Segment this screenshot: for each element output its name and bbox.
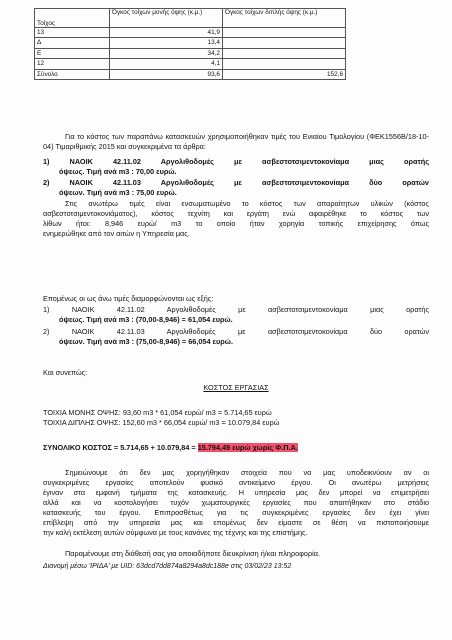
table-cell: 12 [35,59,110,69]
table-cell [223,38,346,48]
item-2-lead: 2) ΝΑΟΙΚ 42.11.03 Αργολιθοδομές με ασβεστοτσιμεντοκονίαμα δύο ορατών [43,178,429,187]
para2-line: ενημερώθηκε από τον αιτών η Υπηρεσία μας. [43,229,190,238]
header-double-face: Όγκος τοίχων διπλής όψης (κ.μ.) [223,9,346,28]
adjusted-item-2-lead: 2) ΝΑΟΙΚ 42.11.03 Αργολιθοδομές με ασβεστοτσιμεντοκονίαμα δύο ορατών [43,327,429,336]
header-wall: Τοίχος [35,9,110,28]
table-cell: 13,4 [110,38,223,48]
para4-line: έγιναν στα εμφανή τμήματα της κατασκευής. Η υπηρεσία μας δεν μπορεί να επιμετρήσει [43,488,429,497]
header-single-face: Όγκος τοίχων μονής όψης (κ.μ.) [110,9,223,28]
total-cost-prefix: ΣΥΝΟΛΙΚΟ ΚΟΣΤΟΣ = 5.714,65 + 10.079,84 = [43,443,198,452]
table-cell [223,48,346,58]
item-1-cont: όψεως. Τιμή ανά m3 : 70,00 ευρώ. [59,167,177,176]
table-cell: 4,1 [110,59,223,69]
adjusted-item-1-cont: όψεως. Τιμή ανά m3 : (70,00-8,946) = 61,054 ευρώ. [59,315,233,324]
adjusted-item-2-cont: όψεων. Τιμή ανά m3 : (75,00-8,946) = 66,054 ευρώ. [59,337,233,346]
therefore-label: Και συνεπώς: [43,368,88,377]
para4-line: συγκεκριμένες εργασίες αποτελούν φυσικό αντικείμενο έργου. Οι ανωτέρω μετρήσεις [43,478,429,487]
total-cost-line [43,443,298,453]
table-cell: 13 [35,28,110,38]
para4-line: Σημειώνουμε ότι δεν μας χορηγήθηκαν στοιχεία που να μας υποδεικνύουν αν οι [65,468,429,477]
table-row [35,28,346,38]
adjusted-item-1-lead: 1) ΝΑΟΙΚ 42.11.02 Αργολιθοδομές με ασβεστοτσιμεντοκονίαμα μιας ορατής [43,305,429,314]
table-cell: 152,6 [223,69,346,79]
para4-line: αλλά και να κοστολογήσει τυχόν χωματουργικές εργασίες που απαιτήθηκαν στο στάδιο [43,498,429,507]
labor-cost-heading: ΚΟΣΤΟΣ ΕΡΓΑΣΙΑΣ [203,383,269,392]
table-cell: Ε [35,48,110,58]
table-header-row [35,9,346,28]
para2-line: λίθων ήτοι: 8,946 ευρώ/ m3 το οποίο ήταν χορηγία τοπικής επιχείρησης όπως [43,219,429,228]
table-cell: Σύνολο [35,69,110,79]
para4-line: κατασκευής του έργου. Επιπροσθέτως για τις συγκεκριμένες εργασίες δεν έχει γίνει [43,508,429,517]
table-cell: 41,9 [110,28,223,38]
para2-line: Στις ανωτέρω τιμές είναι ενσωματωμένο το κόστος των απαραίτητων υλικών (κόστος [65,199,429,208]
item-2-cont: όψεων. Τιμή ανά m3 : 75,00 ευρώ. [59,188,177,197]
para4-line: την καλή εκτέλεση αυτών σύμφωνα με τους κανόνες της τέχνης και της επιστήμης. [43,528,308,537]
table-cell: 34,2 [110,48,223,58]
table-cell: Δ [35,38,110,48]
table-cell [223,59,346,69]
table-row [35,38,346,48]
wall-volume-table [34,8,346,80]
table-cell [223,28,346,38]
single-face-cost-line: ΤΟΙΧΙΑ ΜΟΝΗΣ ΟΨΗΣ: 93,60 m3 * 61,054 ευρώ/ m3 = 5.714,65 ευρώ [43,408,272,417]
table-total-row [35,69,346,79]
para2-line: ασβεστοτσιμεντοκονιάματος), κόστος τεχνίτη και εργάτη ενώ αφαιρέθηκε το κόστος των [43,209,429,218]
item-1-lead: 1) ΝΑΟΙΚ 42.11.02 Αργολιθοδομές με ασβεστοτσιμεντοκονίαμα μιας ορατής [43,157,429,166]
total-cost-highlight: 15.794,49 ευρώ χωρίς Φ.Π.Α. [197,443,298,452]
closing-paragraph: Παραμένουμε στη διάθεσή σας για οποιαδήποτε διευκρίνιση ή/και πληροφορία. [65,549,320,558]
adjusted-prices-intro: Επομένως οι ως άνω τιμές διαμορφώνονται ως εξής: [43,294,214,303]
para4-line: επίβλεψη από την υπηρεσία μας και επομένως δεν είμαστε σε θέση να πιστοποιήσουμε [43,518,429,527]
table-cell: 93,6 [110,69,223,79]
double-face-cost-line: ΤΟΙΧΙΑ ΔΙΠΛΗΣ ΟΨΗΣ: 152,60 m3 * 66,054 ευρώ/ m3 = 10.079,84 ευρώ [43,418,280,427]
distribution-footer: Διανομή μέσω 'ΙΡΙΔΑ' με UID: 63dcd7dd874a8294a8dc188e στις 03/02/23 13:52 [43,563,292,570]
table-row [35,48,346,58]
table-row [35,59,346,69]
pricing-intro-paragraph: Για το κόστος των παραπάνω κατασκευών χρησιμοποιήθηκαν τιμές του Ενιαίου Τιμολογίου (ΦΕΚ1556Β/18-10-04) Τιμαριθμικής 2015 και συγκεκριμένα τα άρθρα: [43,132,429,152]
